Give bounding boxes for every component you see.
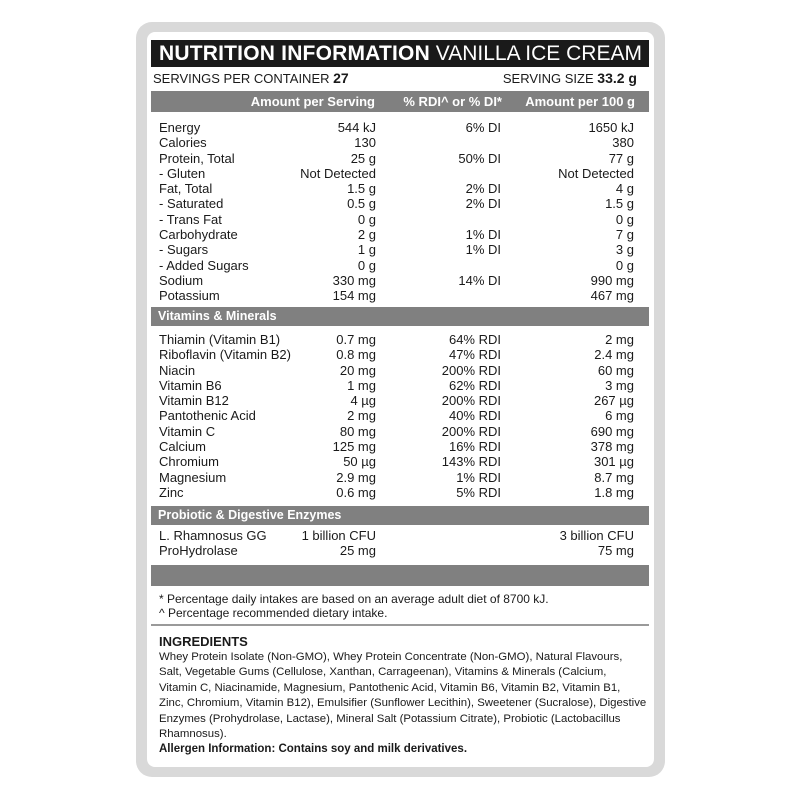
header-per-100: Amount per 100 g [525, 94, 635, 109]
amount-per-100g: 75 mg [597, 543, 634, 559]
amount-per-serving: 25 mg [339, 543, 376, 559]
nutrient-name: Thiamin (Vitamin B1) [159, 332, 281, 347]
amount-per-serving: 20 mg [339, 362, 376, 378]
percent-intake: 1% DI [465, 242, 501, 258]
amount-per-100g: 1650 kJ [588, 120, 634, 135]
amount-per-100g: Not Detected [558, 165, 634, 181]
ingredients-text: Whey Protein Isolate (Non-GMO), Whey Protein Concentrate (Non-GMO), Natural Flavours, Salt, Vegetable Gums (Cellulose, Xanthan, Carrageenan), Vitamins & Minerals (Calcium, Vitamin C, Niacinamide, Magnesium, Pantothenic Acid, Vitamin B6, Vitamin B2, Vitamin B1, Zinc, Chromium, Vitamin B12), Emulsifier (Sunflower Lecithin), Sweetener (Sucralose), Digestive Enzymes (Prohydrolase, Lactase), Mineral Salt (Potassium Citrate), Probiotic (Lactobacillus Rhamnosus). [159, 651, 647, 741]
amount-per-serving: 330 mg [332, 272, 376, 288]
table-row [159, 120, 639, 135]
table-row [159, 485, 639, 500]
servings-value: 27 [333, 70, 349, 86]
panel-title [151, 40, 649, 67]
amount-per-100g: 301 µg [593, 454, 634, 470]
amount-per-serving: 1.5 g [347, 181, 376, 197]
amount-per-serving: 0 g [357, 257, 376, 273]
table-row [159, 378, 639, 393]
percent-intake: 50% DI [458, 150, 501, 166]
amount-per-serving: 1 billion CFU [301, 528, 376, 543]
table-row [159, 332, 639, 347]
ingredients-title: INGREDIENTS [159, 634, 248, 649]
nutrient-name: Pantothenic Acid [159, 408, 256, 424]
table-row [159, 288, 639, 303]
title-bold: NUTRITION INFORMATION [159, 42, 430, 65]
amount-per-serving: 0.5 g [347, 196, 376, 212]
percent-intake: 2% DI [465, 181, 501, 197]
empty-grey-bar [151, 565, 649, 586]
nutrient-name: Niacin [159, 362, 196, 378]
nutrient-name: - Saturated [159, 196, 224, 212]
table-row [159, 528, 639, 543]
table-row [159, 196, 639, 211]
amount-per-100g: 8.7 mg [594, 469, 634, 485]
nutrient-name: - Gluten [159, 165, 206, 181]
nutrient-name: - Added Sugars [159, 257, 249, 273]
footnote-rdi: ^ Percentage recommended dietary intake. [159, 606, 388, 620]
amount-per-100g: 1.5 g [605, 196, 634, 212]
nutrient-name: Vitamin B6 [159, 377, 222, 393]
table-row [159, 242, 639, 257]
amount-per-100g: 0 g [615, 211, 634, 227]
nutrient-name: Potassium [159, 288, 220, 304]
amount-per-100g: 3 billion CFU [559, 528, 634, 543]
percent-intake: 1% DI [465, 227, 501, 243]
header-rdi: % RDI^ or % DI* [403, 94, 502, 109]
table-row [159, 347, 639, 362]
serving-size-value: 33.2 g [597, 70, 637, 86]
table-row [159, 439, 639, 454]
table-row [159, 258, 639, 273]
amount-per-100g: 6 mg [605, 408, 634, 424]
servings-per-container [153, 70, 349, 87]
amount-per-100g: 7 g [615, 227, 634, 243]
amount-per-serving: 154 mg [332, 288, 376, 304]
vitamins-section-header: Vitamins & Minerals [151, 307, 649, 326]
amount-per-100g: 4 g [615, 181, 634, 197]
amount-per-serving: 544 kJ [337, 120, 376, 135]
probiotic-rows [159, 528, 639, 559]
table-row [159, 454, 639, 469]
percent-intake: 6% DI [465, 120, 501, 135]
nutrient-name: Calories [159, 135, 207, 151]
vitamin-rows [159, 332, 639, 500]
serving-size [503, 70, 637, 87]
nutrient-name: Fat, Total [159, 181, 213, 197]
amount-per-serving: 1 g [357, 242, 376, 258]
nutrient-name: Vitamin B12 [159, 393, 229, 409]
allergen-information: Allergen Information: Contains soy and milk derivatives. [159, 743, 468, 755]
nutrient-name: L. Rhamnosus GG [159, 528, 267, 543]
serving-size-label: SERVING SIZE [502, 71, 594, 86]
table-row [159, 424, 639, 439]
nutrient-name: - Trans Fat [159, 211, 222, 227]
percent-intake: 200% RDI [441, 362, 501, 378]
amount-per-100g: 2.4 mg [594, 347, 634, 363]
amount-per-serving: 0.6 mg [336, 484, 376, 500]
amount-per-100g: 3 g [615, 242, 634, 258]
percent-intake: 64% RDI [448, 332, 501, 347]
amount-per-100g: 467 mg [590, 288, 634, 304]
percent-intake: 2% DI [465, 196, 501, 212]
nutrient-rows [159, 120, 639, 304]
table-row [159, 181, 639, 196]
amount-per-serving: 2 g [357, 227, 376, 243]
amount-per-serving: 50 µg [343, 454, 376, 470]
nutrient-name: - Sugars [159, 242, 209, 258]
percent-intake: 200% RDI [441, 393, 501, 409]
percent-intake: 16% RDI [448, 439, 501, 455]
probiotic-section-header: Probiotic & Digestive Enzymes [151, 506, 649, 525]
amount-per-100g: 77 g [608, 150, 634, 166]
amount-per-100g: 690 mg [590, 423, 634, 439]
amount-per-100g: 378 mg [590, 439, 634, 455]
amount-per-100g: 0 g [615, 257, 634, 273]
percent-intake: 200% RDI [441, 423, 501, 439]
nutrient-name: Energy [159, 120, 201, 135]
percent-intake: 1% RDI [456, 469, 501, 485]
amount-per-100g: 380 [612, 135, 634, 151]
amount-per-serving: 25 g [350, 150, 376, 166]
table-row [159, 135, 639, 150]
nutrient-name: Sodium [159, 272, 204, 288]
table-row [159, 363, 639, 378]
amount-per-100g: 990 mg [590, 272, 634, 288]
amount-per-serving: 0 g [357, 211, 376, 227]
column-header-bar [151, 91, 649, 112]
table-row [159, 408, 639, 423]
amount-per-100g: 267 µg [593, 393, 634, 409]
amount-per-100g: 60 mg [597, 362, 634, 378]
nutrient-name: Calcium [159, 439, 206, 455]
table-row [159, 212, 639, 227]
amount-per-serving: 2.9 mg [336, 469, 376, 485]
amount-per-100g: 2 mg [605, 332, 634, 347]
percent-intake: 62% RDI [448, 377, 501, 393]
footnote-di: * Percentage daily intakes are based on an average adult diet of 8700 kJ. [159, 592, 549, 606]
table-row [159, 543, 639, 558]
table-row [159, 227, 639, 242]
amount-per-serving: 2 mg [347, 408, 376, 424]
amount-per-serving: 130 [354, 135, 376, 151]
nutrient-name: Riboflavin (Vitamin B2) [159, 347, 291, 363]
amount-per-100g: 1.8 mg [594, 484, 634, 500]
amount-per-serving: 80 mg [339, 423, 376, 439]
percent-intake: 143% RDI [441, 454, 501, 470]
amount-per-serving: 0.8 mg [336, 347, 376, 363]
nutrient-name: ProHydrolase [159, 543, 238, 559]
table-row [159, 151, 639, 166]
percent-intake: 5% RDI [456, 484, 501, 500]
header-per-serving: Amount per Serving [250, 94, 375, 109]
amount-per-serving: 125 mg [332, 439, 376, 455]
percent-intake: 40% RDI [448, 408, 501, 424]
amount-per-100g: 3 mg [605, 377, 634, 393]
amount-per-serving: Not Detected [300, 165, 376, 181]
percent-intake: 47% RDI [448, 347, 501, 363]
table-row [159, 470, 639, 485]
amount-per-serving: 1 mg [347, 377, 376, 393]
title-flavour: VANILLA ICE CREAM [435, 42, 642, 65]
nutrient-name: Chromium [159, 454, 219, 470]
divider [151, 624, 649, 626]
amount-per-serving: 4 µg [350, 393, 376, 409]
table-row [159, 393, 639, 408]
amount-per-serving: 0.7 mg [336, 332, 376, 347]
nutrient-name: Magnesium [159, 469, 227, 485]
nutrient-name: Zinc [159, 484, 184, 500]
nutrient-name: Vitamin C [159, 423, 216, 439]
nutrient-name: Protein, Total [159, 150, 235, 166]
nutrient-name: Carbohydrate [159, 227, 238, 243]
percent-intake: 14% DI [458, 272, 501, 288]
servings-label: SERVINGS PER CONTAINER [153, 71, 330, 86]
table-row [159, 273, 639, 288]
table-row [159, 166, 639, 181]
